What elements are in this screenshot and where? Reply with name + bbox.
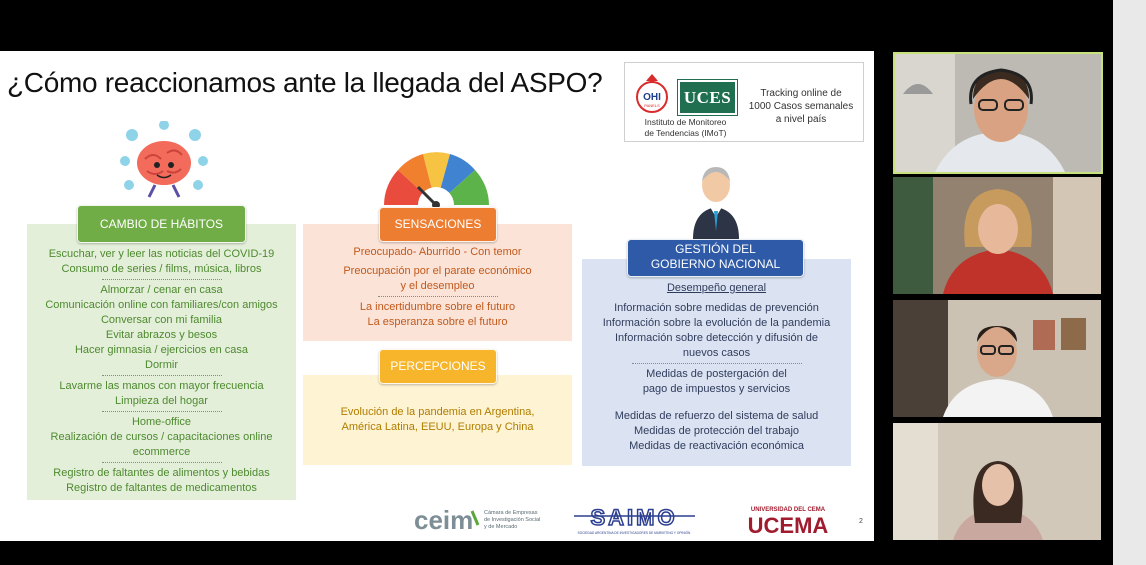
habitos-panel [27,224,296,500]
brain-icon [117,121,211,205]
tracking-caption [742,87,860,126]
list-item: pago de impuestos y servicios [642,383,791,395]
habitos-header: CAMBIO DE HÁBITOS [77,205,246,243]
ucema-logo-text: UCEMA [747,513,829,537]
list-item: Conversar con mi familia [100,314,223,326]
uces-logo: UCES [678,80,737,115]
list-item: La incertidumbre sobre el futuro [359,301,516,313]
ceim-sub-2: de Investigación Social [484,517,541,523]
percepciones-header: PERCEPCIONES [379,349,497,384]
participant-3-image [893,300,1101,417]
participant-video-3[interactable] [893,300,1101,417]
divider [102,279,222,280]
list-item: Información sobre medidas de prevención [614,302,819,314]
divider [632,363,802,364]
divider [102,462,222,463]
list-item: y el desempleo [400,280,475,292]
list-item: Registro de faltantes de alimentos y bebidas [53,467,270,479]
gobierno-panel [582,259,851,466]
politician-icon [689,163,744,239]
list-item: La esperanza sobre el futuro [367,316,508,328]
percepciones-list [303,405,572,435]
tracking-line-2: 1000 Casos semanales [748,101,854,112]
ohi-logo-text: OHI [643,92,661,103]
list-item: Lavarme las manos con mayor frecuencia [59,380,264,392]
imot-line-2: de Tendencias (IMoT) [644,128,727,138]
list-item: Registro de faltantes de medicamentos [66,482,257,494]
slide-page-number: 2 [859,518,863,525]
ucema-logo [737,503,839,537]
list-item: Consumo de series / films, música, libros [61,263,262,275]
tracking-line-3: a nivel país [775,114,827,125]
participant-video-1[interactable] [893,52,1103,174]
participant-video-4[interactable] [893,423,1101,540]
ohi-uces-logo-box [624,62,864,142]
gobierno-list [582,281,851,454]
habitos-list [27,247,296,496]
list-item: Evitar abrazos y besos [105,329,218,341]
mood-gauge-icon [378,145,495,209]
list-item: Escuchar, ver y leer las noticias del COVID-19 [48,248,275,260]
sensaciones-header: SENSACIONES [379,207,497,242]
list-item: América Latina, EEUU, Europa y China [341,421,534,433]
percepciones-panel [303,375,572,465]
saimo-logo-text: SAIMO [590,505,678,530]
imot-caption [633,117,738,139]
list-item: Preocupación por el parate económico [343,265,532,277]
participant-video-2[interactable] [893,177,1101,294]
sensaciones-list [303,245,572,330]
window-scrollbar-strip [1113,0,1146,565]
list-item: Medidas de protección del trabajo [633,425,800,437]
saimo-logo [572,503,697,537]
list-item: Medidas de postergación del [646,368,787,380]
gobierno-header-line-2: GOBIERNO NACIONAL [650,257,781,271]
saimo-sub: SOCIEDAD ARGENTINA DE INVESTIGADORES DE MARKETING Y OPINIÓN [577,531,691,535]
list-item: Realización de cursos / capacitaciones online [50,431,273,443]
divider [378,296,498,297]
participant-1-image [895,54,1101,172]
ceim-logo-text: ceim [414,505,474,535]
list-item: Medidas de reactivación económica [629,440,804,452]
list-item: Home-office [131,416,192,428]
ohi-panels-logo [634,72,670,114]
list-item: nuevos casos [682,347,751,359]
list-item: Evolución de la pandemia en Argentina, [340,406,535,418]
ucema-top-text: UNIVERSIDAD DEL CEMA [750,507,826,513]
list-item: Almorzar / cenar en casa [100,284,223,296]
participant-4-image [893,423,1101,540]
ohi-logo-subtext: PANELS [644,103,660,108]
gobierno-subtitle: Desempeño general [666,282,767,294]
slide-title: ¿Cómo reaccionamos ante la llegada del ASPO? [7,67,603,98]
list-item: Preocupado- Aburrido - Con temor [353,246,522,258]
list-item: Información sobre la evolución de la pandemia [602,317,831,329]
ceim-sub-1: Cámara de Empresas [484,510,538,516]
list-item: Limpieza del hogar [115,395,208,407]
tracking-line-1: Tracking online de [760,88,842,99]
list-item: Hacer gimnasia / ejercicios en casa [74,344,249,356]
shared-slide [0,51,874,541]
ceim-sub-3: y de Mercado [484,524,518,530]
ceim-logo [414,503,544,537]
gobierno-header [627,239,804,277]
imot-line-1: Instituto de Monitoreo [644,117,727,127]
list-item: Información sobre detección y difusión de [614,332,818,344]
gobierno-header-line-1: GESTIÓN DEL [675,242,756,256]
list-item: ecommerce [132,446,191,458]
list-item: Medidas de refuerzo del sistema de salud [614,410,819,422]
list-item: Dormir [145,359,178,371]
divider [102,375,222,376]
list-item: Comunicación online con familiares/con amigos [45,299,278,311]
participant-2-image [893,177,1101,294]
divider [102,411,222,412]
